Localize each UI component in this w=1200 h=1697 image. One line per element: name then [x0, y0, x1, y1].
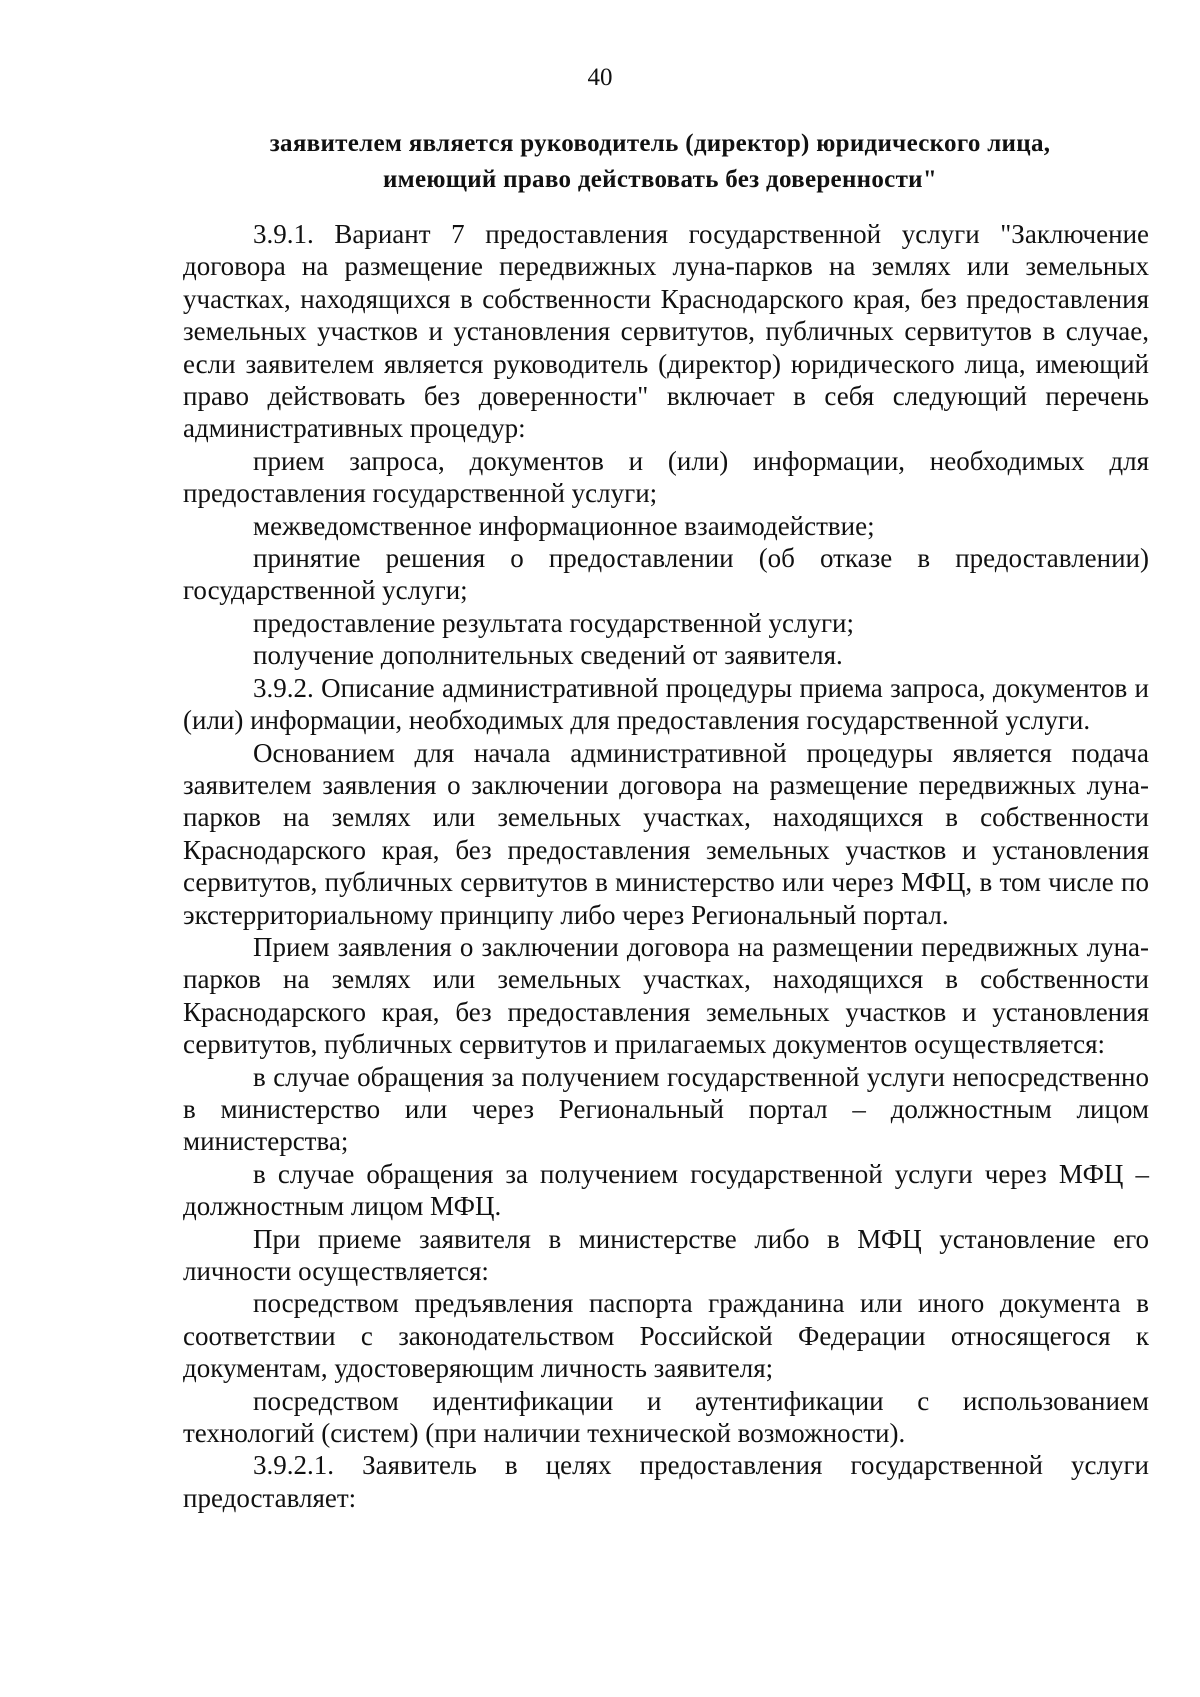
paragraph-identity: При приеме заявителя в министерстве либо в МФЦ установление его личности осуществляется:	[183, 1223, 1149, 1286]
paragraph-3-9-1: 3.9.1. Вариант 7 предоставления государственной услуги "Заключение договора на размещение передвижных луна-парков на землях или земельных участках, находящихся в собственности Краснодарского края, без предоставления земельных участков и установления сервитутов, публичных сервитутов в случае, если заявителем является руководитель (директор) юридического лица, имеющий право действовать без доверенности" включает в себя следующий перечень административных процедур:	[183, 219, 1149, 444]
list-item-request-intake: прием запроса, документов и (или) информации, необходимых для предоставления государственной услуги;	[183, 445, 1149, 509]
section-heading-line-2: имеющий право действовать без доверенности"	[382, 166, 938, 193]
paragraph-3-9-2-1: 3.9.2.1. Заявитель в целях предоставления государственной услуги предоставляет:	[183, 1450, 1149, 1513]
list-item-result-delivery: предоставление результата государственной услуги;	[253, 607, 854, 638]
list-item-authentication: посредством идентификации и аутентификации с использованием технологий (систем) (при наличии технической возможности).	[183, 1385, 1149, 1449]
list-item-decision: принятие решения о предоставлении (об отказе в предоставлении) государственной услуги;	[183, 543, 1149, 606]
section-heading-line-1: заявителем является руководитель (директор) юридического лица,	[269, 130, 1051, 157]
list-item-passport: посредством предъявления паспорта гражданина или иного документа в соответствии с законодательством Российской Федерации относящегося к документам, удостоверяющим личность заявителя;	[183, 1288, 1149, 1384]
paragraph-3-9-2: 3.9.2. Описание административной процедуры приема запроса, документов и (или) информации, необходимых для предоставления государственной услуги.	[183, 672, 1149, 736]
section-heading	[170, 126, 1150, 198]
paragraph-grounds: Основанием для начала административной процедуры является подача заявителем заявления о заключении договора на размещение передвижных луна-парков на землях или земельных участках, находящихся в собственности Краснодарского края, без предоставления земельных участков и установления сервитутов, публичных сервитутов в министерство или через МФЦ, в том числе по экстерриториальному принципу либо через Региональный портал.	[183, 737, 1149, 930]
list-item-interagency-cooperation: межведомственное информационное взаимодействие;	[253, 510, 875, 541]
document-body	[183, 218, 1149, 1514]
paragraph-application-intake: Прием заявления о заключении договора на размещении передвижных луна-парков на землях или земельных участках, находящихся в собственности Краснодарского края, без предоставления земельных участков и установления сервитутов, публичных сервитутов и прилагаемых документов осуществляется:	[183, 931, 1149, 1060]
list-item-mfc: в случае обращения за получением государственной услуги через МФЦ – должностным лицом МФЦ.	[183, 1158, 1149, 1222]
list-item-additional-info: получение дополнительных сведений от заявителя.	[253, 640, 843, 671]
page-number: 40	[587, 64, 613, 91]
list-item-ministry-portal: в случае обращения за получением государственной услуги непосредственно в министерство или через Региональный портал – должностным лицом министерства;	[183, 1061, 1149, 1157]
